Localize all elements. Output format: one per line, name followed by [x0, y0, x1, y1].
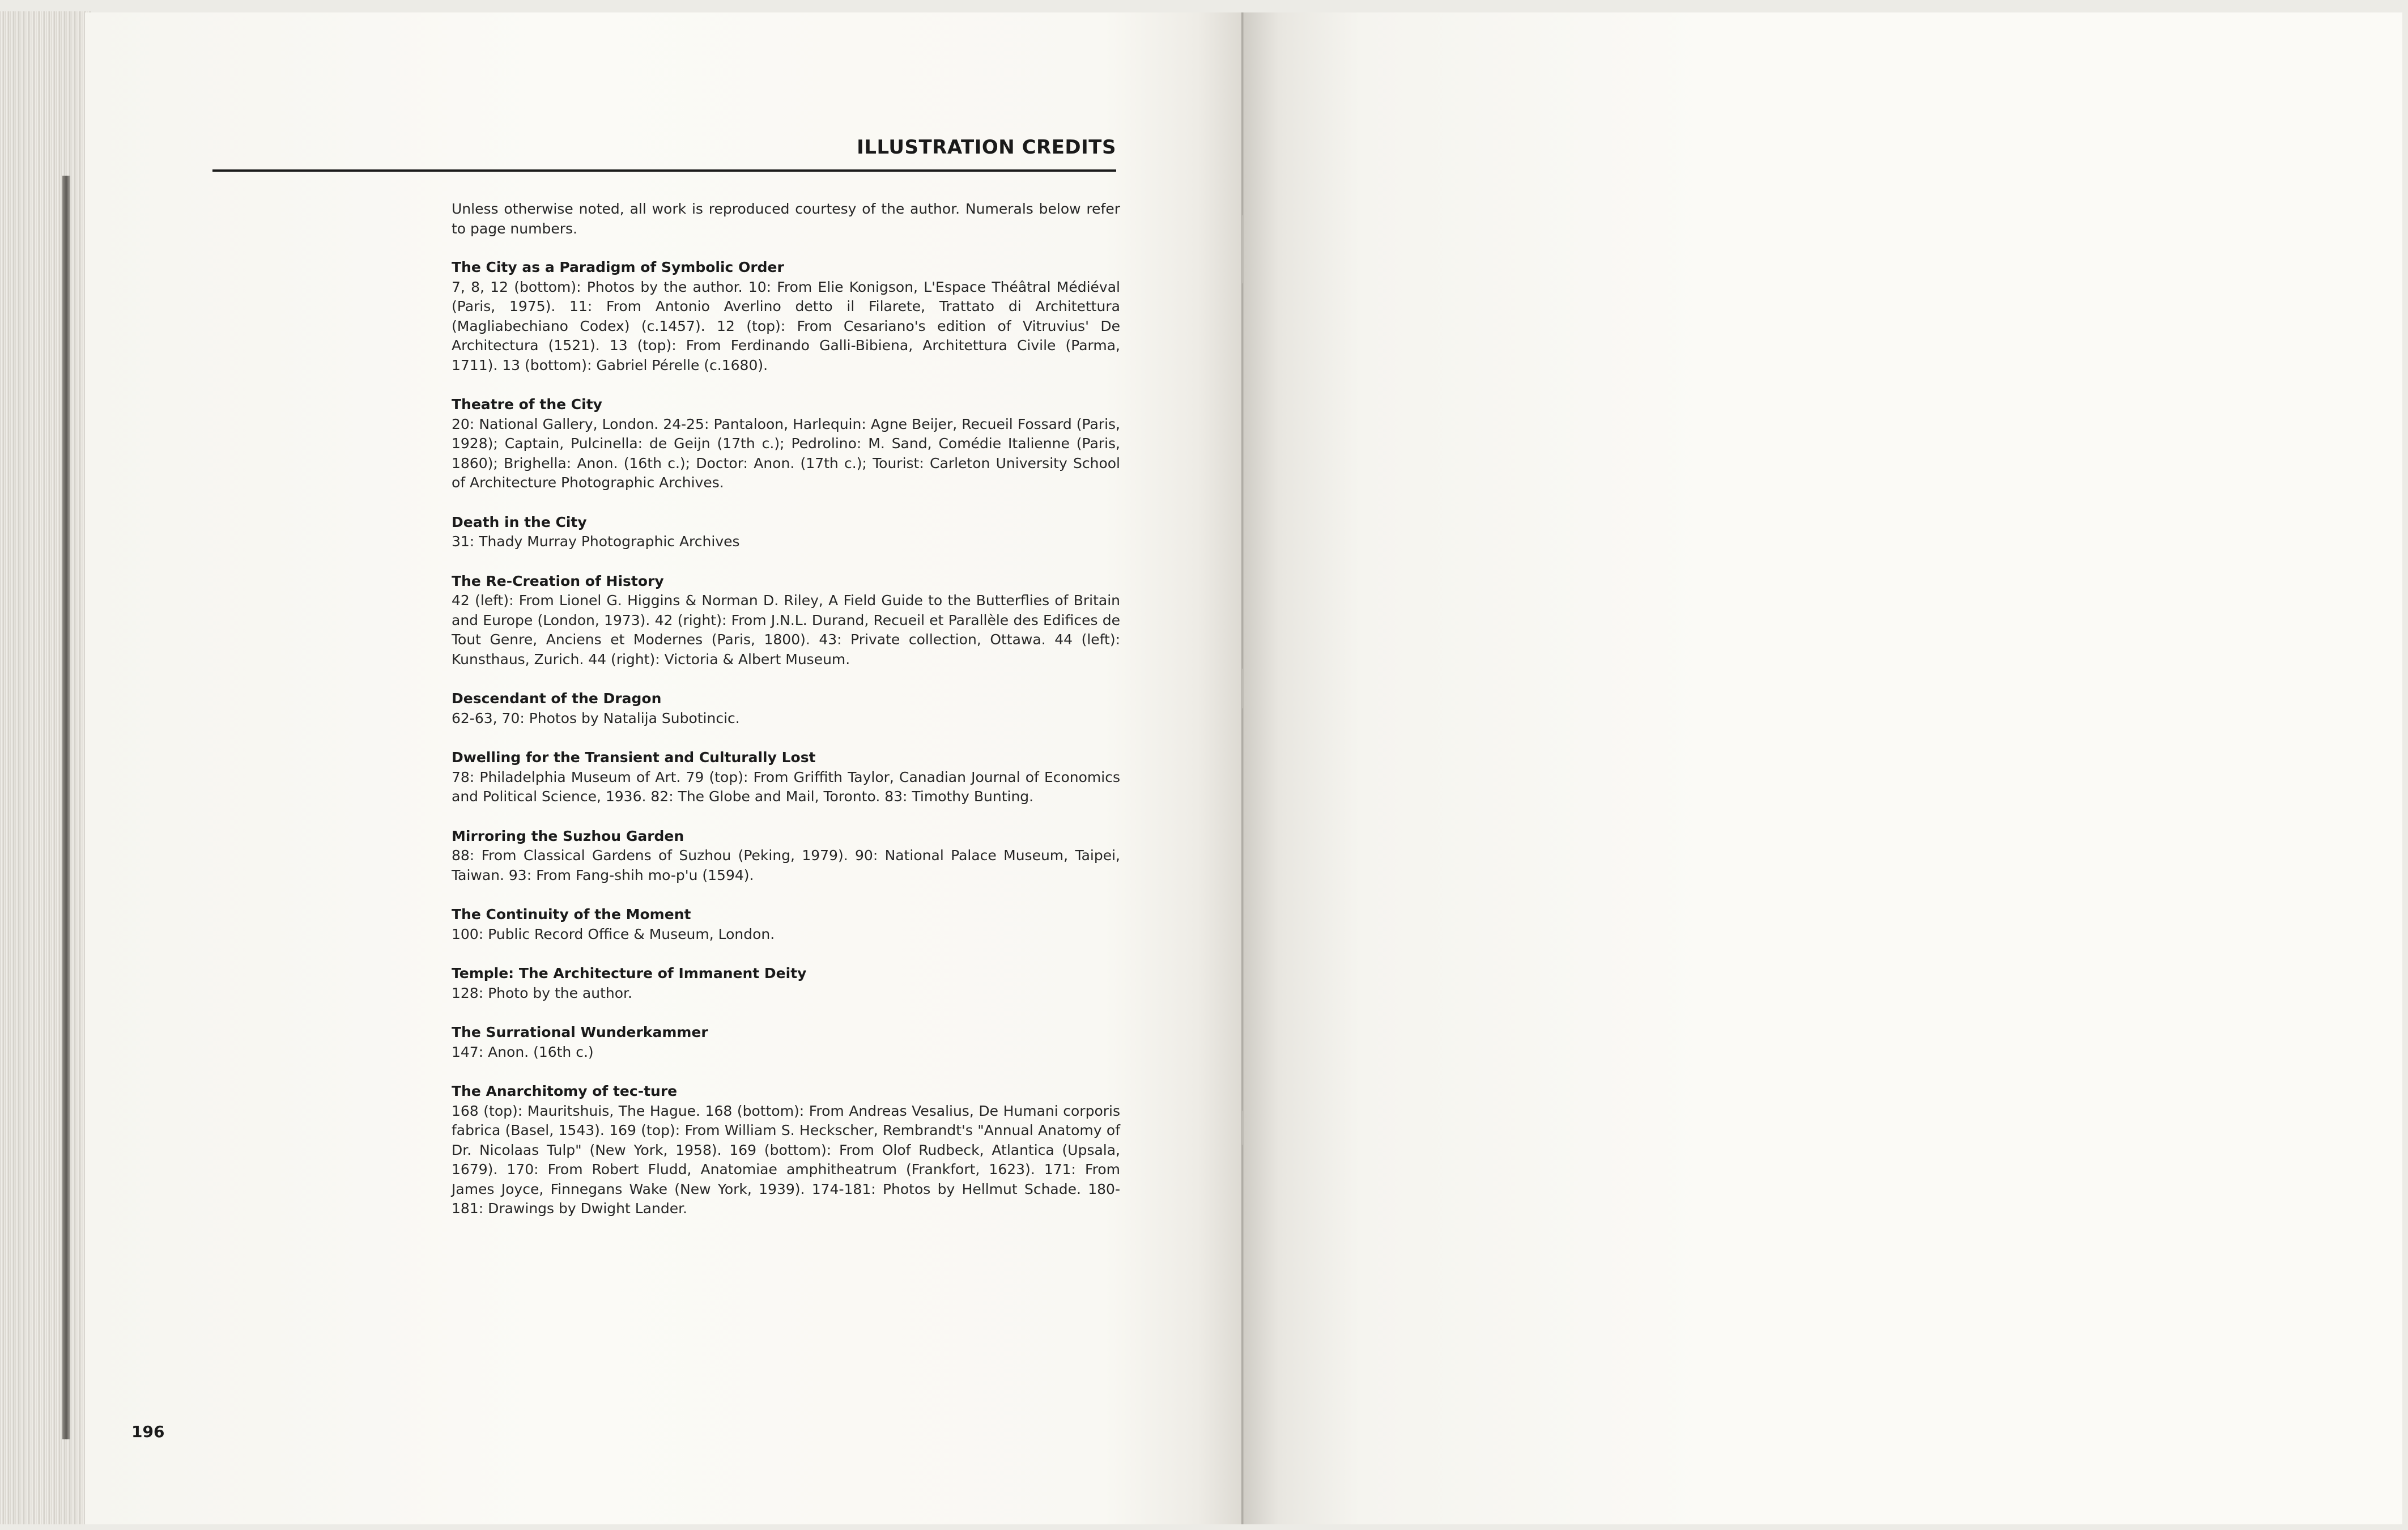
section-heading: The Anarchitomy of tec-ture [452, 1083, 678, 1099]
section-body: 31: Thady Murray Photographic Archives [452, 533, 740, 550]
section-heading: The Re-Creation of History [452, 572, 664, 589]
section-body: 168 (top): Mauritshuis, The Hague. 168 (bottom): From Andreas Vesalius, De Humani corporis fabrica (Basel, 1543). 169 (top): From William S. Heckscher, Rembrandt's "Annual Anatomy of Dr. Nicolaas Tulp" (New York, 1958). 169 (bottom): From Olof Rudbeck, Atlantica (Upsala, 1679). 170: From Robert Fludd, Anatomiae amphitheatrum (Frankfort, 1623). 171: From James Joyce, Finnegans Wake (New York, 1939). 174-181: Photos by Hellmut Schade. 180-181: Drawings by Dwight Lander. [452, 1102, 1120, 1217]
section-body: 147: Anon. (16th c.) [452, 1043, 594, 1060]
section-heading: The City as a Paradigm of Symbolic Order [452, 259, 784, 275]
section-heading: Dwelling for the Transient and Culturally Lost [452, 749, 816, 766]
credit-section [452, 1023, 1120, 1062]
section-body: 20: National Gallery, London. 24-25: Pantaloon, Harlequin: Agne Beijer, Recueil Fossard (Paris, 1928); Captain, Pulcinella: de Geijn (17th c.); Pedrolino: M. Sand, Comédie Italienne (Paris, 1860); Brighella: Anon. (16th c.); Doctor: Anon. (17th c.); Tourist: Carleton University School of Architecture Photographic Archives. [452, 415, 1120, 491]
credit-section [452, 748, 1120, 807]
section-heading: Temple: The Architecture of Immanent Deity [452, 965, 807, 981]
section-heading: Theatre of the City [452, 396, 602, 413]
right-page-blank [1244, 12, 2402, 1524]
section-body: 88: From Classical Gardens of Suzhou (Peking, 1979). 90: National Palace Museum, Taipei, Taiwan. 93: From Fang-shih mo-p'u (1594). [452, 847, 1120, 883]
section-body: 128: Photo by the author. [452, 984, 632, 1001]
page-stack-shadow [62, 176, 70, 1439]
binding-mark [1241, 669, 1243, 708]
section-heading: Death in the City [452, 513, 587, 530]
binding-mark [1241, 215, 1243, 283]
credit-section [452, 905, 1120, 944]
section-body: 62-63, 70: Photos by Natalija Subotincic. [452, 709, 740, 726]
section-body: 100: Public Record Office & Museum, London. [452, 925, 775, 942]
intro-paragraph: Unless otherwise noted, all work is reproduced courtesy of the author. Numerals below refer to page numbers. [452, 201, 1120, 237]
credit-section [452, 395, 1120, 493]
section-body: 7, 8, 12 (bottom): Photos by the author. 10: From Elie Konigson, L'Espace Théâtral Médiéval (Paris, 1975). 11: From Antonio Averlino detto il Filarete, Trattato di Architettura (Magliabechiano Codex) (c.1457). 12 (top): From Cesariano's edition of Vitruvius' De Architectura (1521). 13 (top): From Ferdinando Galli-Bibiena, Architettura Civile (Parma, 1711). 13 (bottom): Gabriel Pérelle (c.1680). [452, 278, 1120, 373]
running-header-title: ILLUSTRATION CREDITS [857, 136, 1116, 159]
credit-section [452, 964, 1120, 1003]
stacked-page-edges [0, 11, 91, 1524]
page-number: 196 [131, 1422, 165, 1441]
section-heading: Descendant of the Dragon [452, 690, 662, 707]
binding-mark [1241, 1111, 1243, 1145]
credit-section [452, 689, 1120, 728]
credit-section [452, 258, 1120, 375]
section-body: 78: Philadelphia Museum of Art. 79 (top): From Griffith Taylor, Canadian Journal of Economics and Political Science, 1936. 82: The Globe and Mail, Toronto. 83: Timothy Bunting. [452, 768, 1120, 805]
credits-content [452, 199, 1120, 1239]
section-body: 42 (left): From Lionel G. Higgins & Norman D. Riley, A Field Guide to the Butterflies of Britain and Europe (London, 1973). 42 (right): From J.N.L. Durand, Recueil et Parallèle des Edifices de Tout Genre, Anciens et Modernes (Paris, 1800). 43: Private collection, Ottawa. 44 (left): Kunsthaus, Zurich. 44 (right): Victoria & Albert Museum. [452, 592, 1120, 668]
header-rule [212, 169, 1116, 172]
credit-section [452, 572, 1120, 670]
section-heading: The Continuity of the Moment [452, 906, 691, 923]
section-heading: The Surrational Wunderkammer [452, 1024, 708, 1040]
credit-section [452, 827, 1120, 886]
credit-section [452, 1082, 1120, 1219]
credit-section [452, 513, 1120, 552]
section-heading: Mirroring the Suzhou Garden [452, 827, 684, 844]
